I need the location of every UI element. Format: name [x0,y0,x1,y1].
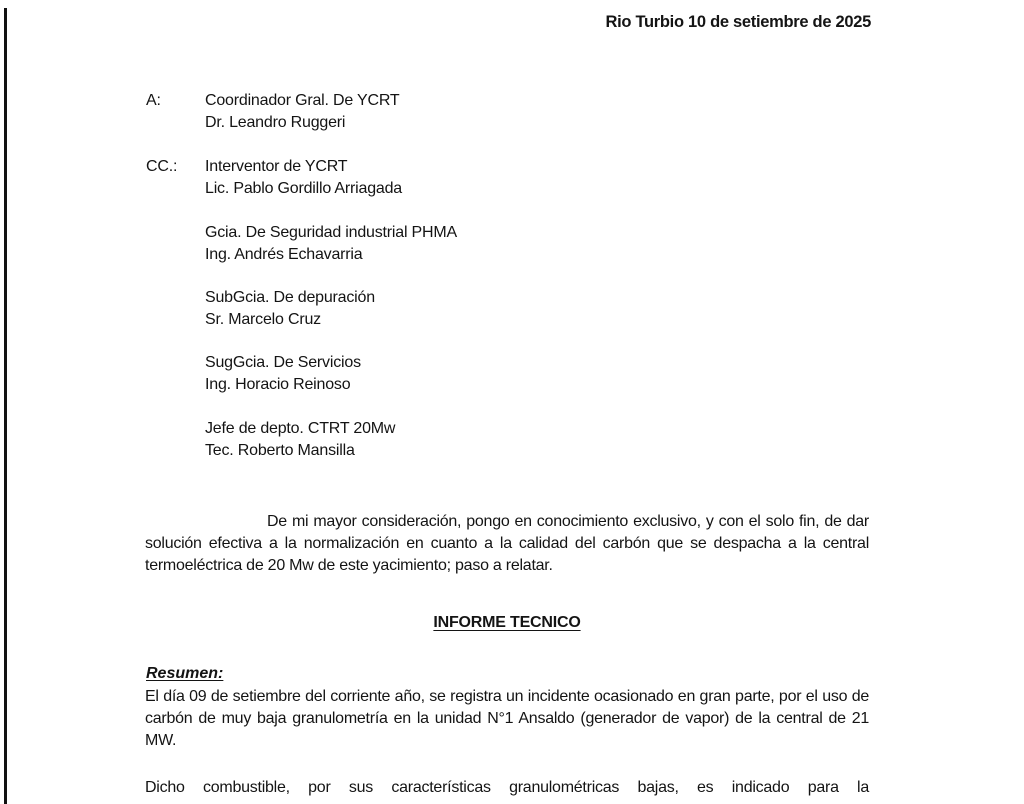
greeting-paragraph: De mi mayor consideración, pongo en conocimiento exclusivo, y con el solo fin, de dar solución efectiva a la normalización en cuanto a la calidad del carbón que se despacha a la central termoeléctrica de 20 Mw de este yacimiento; paso a relatar. [145,513,869,574]
recipient-title: Coordinador Gral. De YCRT [205,92,400,109]
report-title: INFORME TECNICO [433,614,581,631]
cc-name: Tec. Roberto Mansilla [205,442,355,459]
cc-title: Interventor de YCRT [205,158,348,175]
cc-title: Jefe de depto. CTRT 20Mw [205,420,396,437]
summary-paragraph: El día 09 de setiembre del corriente año, se registra un incidente ocasionado en gran parte, por el uso de carbón de muy baja granulometría en la unidad N°1 Ansaldo (generador de vapor) de la central de 21 MW. [145,688,869,749]
to-label: A: [146,92,161,109]
summary-paragraph: Dicho combustible, por sus características granulométricas bajas, es indicado para la [145,779,869,796]
cc-title: Gcia. De Seguridad industrial PHMA [205,224,457,241]
cc-title: SubGcia. De depuración [205,289,375,306]
cc-name: Ing. Horacio Reinoso [205,376,351,393]
page-left-edge [4,8,7,804]
cc-label: CC.: [146,158,178,175]
recipient-name: Dr. Leandro Ruggeri [205,114,346,131]
cc-name: Lic. Pablo Gordillo Arriagada [205,180,402,197]
cc-title: SugGcia. De Servicios [205,354,361,371]
cc-name: Ing. Andrés Echavarria [205,246,363,263]
letter-date: Rio Turbio 10 de setiembre de 2025 [605,13,871,31]
cc-name: Sr. Marcelo Cruz [205,311,321,328]
summary-heading: Resumen: [146,665,224,682]
